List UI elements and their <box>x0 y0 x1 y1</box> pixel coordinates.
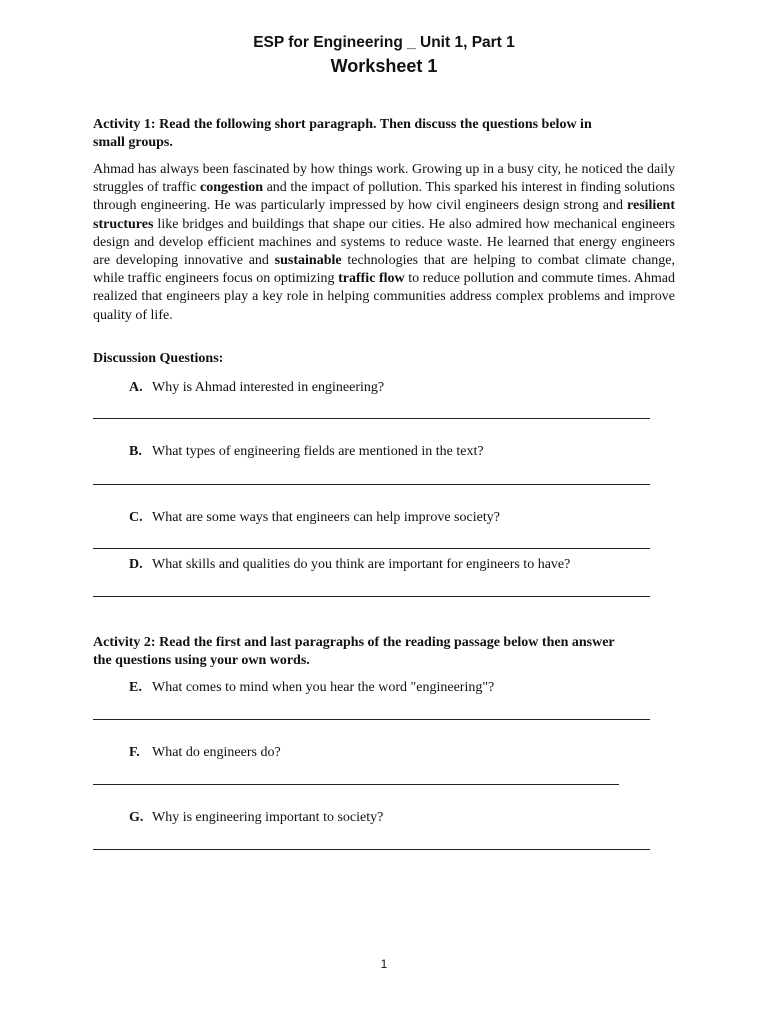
question-g-text: Why is engineering important to society? <box>152 810 384 825</box>
question-g <box>129 810 383 826</box>
question-c-text: What are some ways that engineers can help improve society? <box>152 510 500 525</box>
worksheet-title: Worksheet 1 <box>330 56 438 76</box>
question-d-text: What skills and qualities do you think are important for engineers to have? <box>152 557 571 572</box>
paragraph-text-5: to reduce pollution and commute times. Ahmad realized that engineers play a key role in helping communities address complex problems and improve quality of life. <box>93 271 675 323</box>
keyword-resilient-structures: resilient structures <box>93 198 675 232</box>
question-e <box>129 680 494 696</box>
question-d <box>129 557 570 573</box>
question-a-letter: A. <box>129 380 143 395</box>
answer-line-a[interactable] <box>93 418 650 419</box>
paragraph-text-1: Ahmad has always been fascinated by how things work. Growing up in a busy city, he noticed the daily struggles of traffic <box>93 162 675 196</box>
question-g-letter: G. <box>129 810 144 825</box>
question-d-letter: D. <box>129 557 143 572</box>
answer-line-e[interactable] <box>93 719 650 720</box>
activity2-heading-line1: Activity 2: Read the first and last paragraphs of the reading passage below then answer <box>93 635 615 650</box>
activity1-heading-line1: Activity 1: Read the following short paragraph. Then discuss the questions below in <box>93 117 592 132</box>
question-a <box>129 380 384 396</box>
question-f-letter: F. <box>129 745 140 760</box>
question-e-text: What comes to mind when you hear the word "engineering"? <box>152 680 495 695</box>
question-c-letter: C. <box>129 510 143 525</box>
answer-line-d[interactable] <box>93 596 650 597</box>
keyword-sustainable: sustainable <box>274 253 342 269</box>
question-f <box>129 745 281 761</box>
keyword-congestion: congestion <box>199 180 263 196</box>
answer-line-c[interactable] <box>93 548 650 549</box>
answer-line-f[interactable] <box>93 784 619 785</box>
paragraph-text-2: and the impact of pollution. This sparked his interest in finding solutions through engineering. He was particularly impressed by how civil engineers design strong and <box>93 180 675 214</box>
answer-line-b[interactable] <box>93 484 650 485</box>
activity1-heading <box>93 116 678 152</box>
question-a-text: Why is Ahmad interested in engineering? <box>152 380 385 395</box>
question-b <box>129 444 484 460</box>
page-number: 1 <box>380 957 388 971</box>
paragraph-text-3: like bridges and buildings that shape our cities. He also admired how mechanical engineers design and develop efficient machines and systems to reduce waste. He learned that energy engineers are developing innovative and <box>93 216 675 269</box>
question-b-text: What types of engineering fields are mentioned in the text? <box>152 444 484 459</box>
activity1-heading-line2: small groups. <box>93 135 173 150</box>
activity2-heading-line2: the questions using your own words. <box>93 653 310 668</box>
keyword-traffic-flow: traffic flow <box>338 271 405 287</box>
document-title: ESP for Engineering _ Unit 1, Part 1 <box>253 34 515 51</box>
paragraph-text-4: technologies that are helping to combat climate change, while traffic engineers focus on optimizing <box>93 253 675 287</box>
question-c <box>129 510 500 526</box>
activity2-heading <box>93 634 678 670</box>
question-f-text: What do engineers do? <box>152 745 281 760</box>
discussion-questions-heading: Discussion Questions: <box>93 351 224 366</box>
question-b-letter: B. <box>129 444 142 459</box>
activity1-paragraph <box>93 161 675 325</box>
question-e-letter: E. <box>129 680 142 695</box>
answer-line-g[interactable] <box>93 849 650 850</box>
